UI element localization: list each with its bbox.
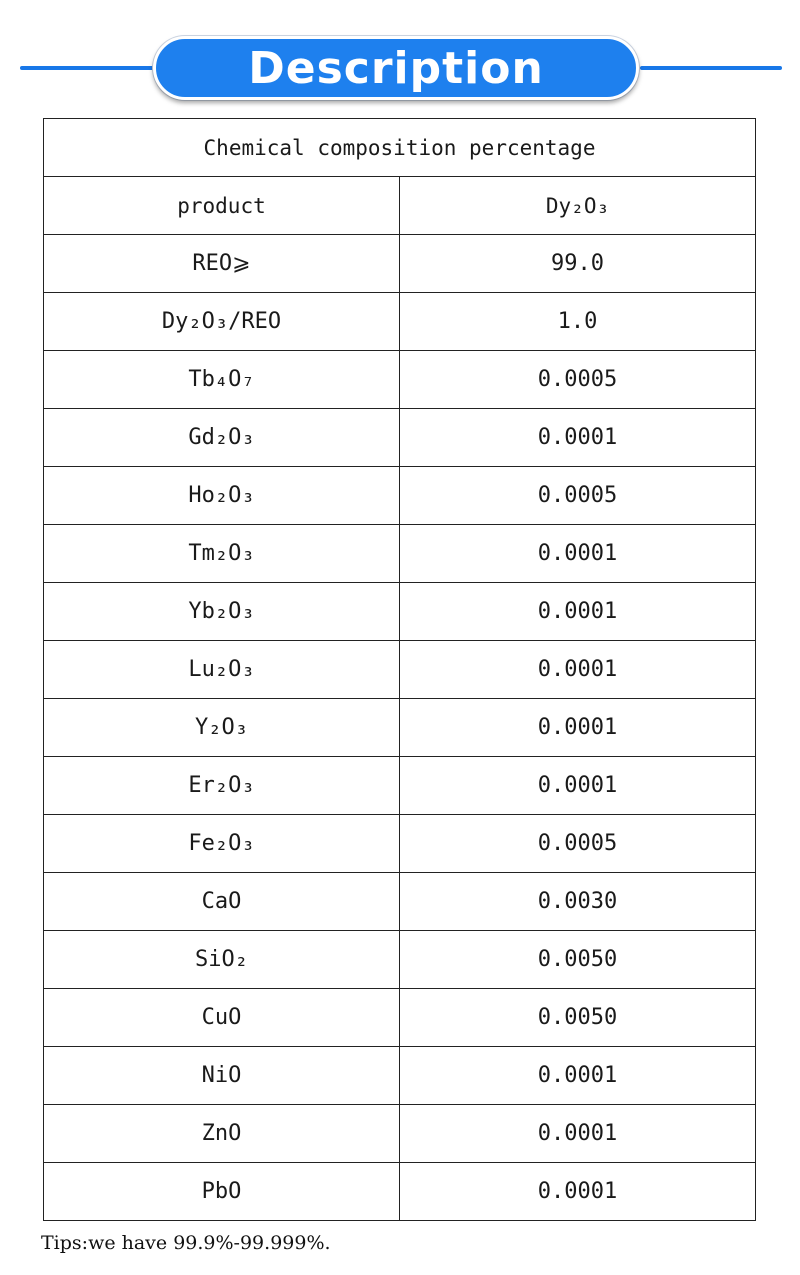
product-cell: Tm₂O₃ [44,525,400,583]
product-cell: NiO [44,1047,400,1105]
value-cell: 0.0001 [400,583,756,641]
banner-pill [153,36,639,100]
value-cell: 0.0001 [400,1105,756,1163]
value-cell: 0.0001 [400,757,756,815]
table-row [44,583,756,641]
product-cell: Yb₂O₃ [44,583,400,641]
value-cell: 0.0001 [400,641,756,699]
product-cell: SiO₂ [44,931,400,989]
product-cell: Tb₄O₇ [44,351,400,409]
product-cell: Ho₂O₃ [44,467,400,525]
banner-line-left [20,66,160,70]
table-row [44,931,756,989]
value-cell: 0.0030 [400,873,756,931]
table-row [44,293,756,351]
composition-table [43,118,756,1221]
value-cell: 0.0001 [400,699,756,757]
product-cell: PbO [44,1163,400,1221]
value-cell: 0.0001 [400,1047,756,1105]
table-row [44,235,756,293]
table-row [44,467,756,525]
value-cell: 0.0005 [400,467,756,525]
table-row [44,409,756,467]
banner-line-right [640,66,782,70]
product-cell: REO⩾ [44,235,400,293]
value-cell: 0.0001 [400,525,756,583]
product-cell: Er₂O₃ [44,757,400,815]
tips-note: Tips:we have 99.9%-99.999%. [41,1232,331,1254]
table-row [44,1105,756,1163]
table-row [44,525,756,583]
product-cell: Gd₂O₃ [44,409,400,467]
description-banner [0,30,800,106]
value-cell: 99.0 [400,235,756,293]
value-cell: 0.0005 [400,351,756,409]
value-cell: 0.0050 [400,931,756,989]
value-cell: 0.0001 [400,1163,756,1221]
table-caption: Chemical composition percentage [44,119,756,177]
product-cell: Lu₂O₃ [44,641,400,699]
header-value: Dy₂O₃ [400,177,756,235]
product-cell: Dy₂O₃/REO [44,293,400,351]
table-row [44,1047,756,1105]
value-cell: 0.0005 [400,815,756,873]
table-row [44,351,756,409]
banner-title: Description [248,42,544,94]
table-row [44,1163,756,1221]
table-row [44,757,756,815]
value-cell: 1.0 [400,293,756,351]
table-header-row [44,177,756,235]
product-cell: CuO [44,989,400,1047]
product-cell: Y₂O₃ [44,699,400,757]
table-caption-row [44,119,756,177]
value-cell: 0.0001 [400,409,756,467]
product-cell: Fe₂O₃ [44,815,400,873]
table-row [44,699,756,757]
table-row [44,815,756,873]
table-row [44,873,756,931]
value-cell: 0.0050 [400,989,756,1047]
header-product: product [44,177,400,235]
product-cell: ZnO [44,1105,400,1163]
table-row [44,641,756,699]
product-cell: CaO [44,873,400,931]
table-row [44,989,756,1047]
